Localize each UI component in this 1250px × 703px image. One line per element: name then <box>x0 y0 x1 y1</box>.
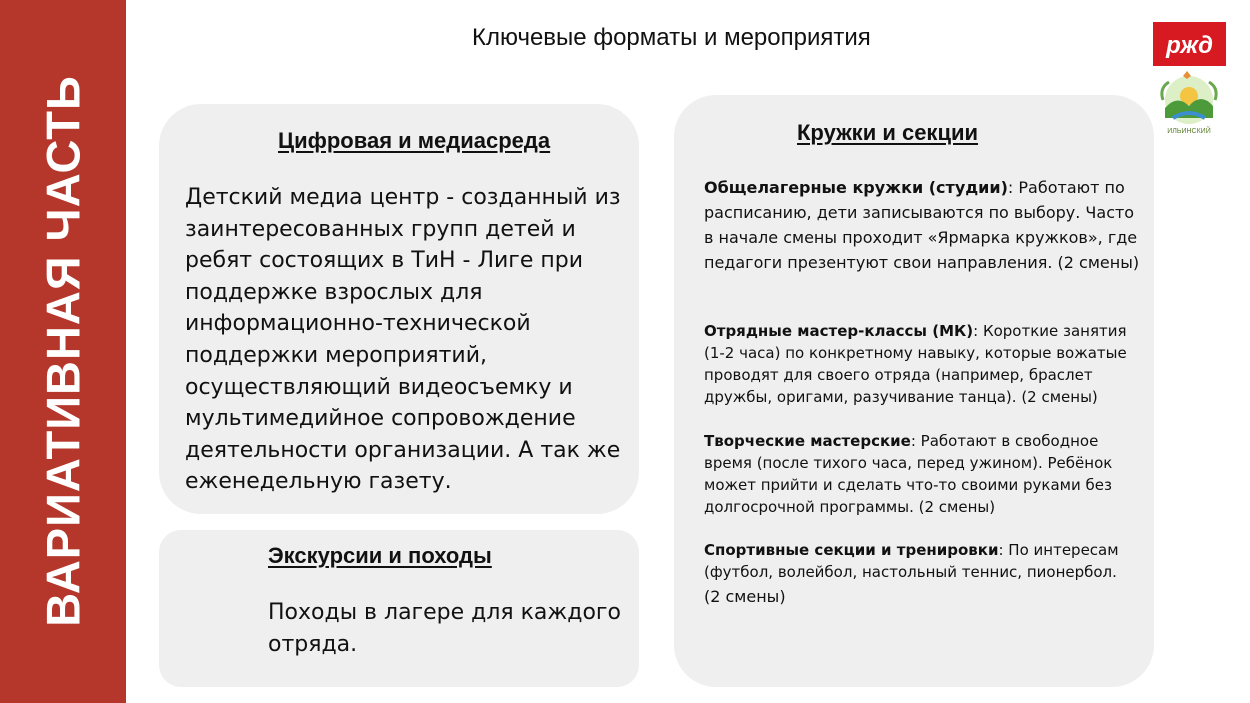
clubs-card-heading: Кружки и секции <box>797 120 979 145</box>
club-item-text: : Короткие занятия (1-2 часа) по конкретному навыку, которые вожатые проводят для своего отряда (например, браслет дружбы, оригами, разучивание танца). (2 смены) <box>704 322 1127 406</box>
club-item <box>704 175 1144 275</box>
slide-title: Ключевые форматы и мероприятия <box>472 24 871 51</box>
media-card-heading: Цифровая и медиасреда <box>278 128 551 153</box>
club-item-title: Отрядные мастер-классы (МК) <box>704 322 974 340</box>
club-item-text: : Работают по расписанию, дети записываются по выбору. Часто в начале смены проходит «Ярмарка кружков», где педагоги презентуют свои направления. (2 смены) <box>704 178 1140 272</box>
club-item-title: Творческие мастерские <box>704 432 911 450</box>
excursions-card-text: Походы в лагере для каждого отряда. <box>268 600 621 657</box>
club-item-title: Спортивные секции и тренировки <box>704 541 999 559</box>
camp-logo-caption: ИЛЬИНСКИЙ <box>1167 128 1211 135</box>
club-item-title: Общелагерные кружки (студии) <box>704 178 1008 197</box>
club-item-text: : Работают в свободное время (после тихого часа, перед ужином). Ребёнок может прийти и сделать что-то своими руками без долгосрочной программы. (2 смены) <box>704 432 1113 516</box>
club-item-text: : По интересам (футбол, волейбол, настольный теннис, пионербол. <box>704 541 1119 581</box>
section-title-vertical: ВАРИАТИВНАЯ ЧАСТЬ <box>36 75 90 627</box>
rzd-logo <box>1153 22 1226 66</box>
svg-text:ржд: ржд <box>1166 32 1213 59</box>
club-item <box>704 539 1144 611</box>
club-item-tail: (2 смены) <box>704 587 786 606</box>
excursions-card-heading: Экскурсии и походы <box>268 543 492 568</box>
club-item <box>704 320 1144 408</box>
club-item <box>704 430 1144 518</box>
camp-logo <box>1153 70 1226 138</box>
side-band <box>0 0 126 703</box>
media-card-text: Детский медиа центр - созданный из заинтересованных групп детей и ребят состоящих в ТиН - Лиге при поддержке взрослых для информационно-технической поддержки мероприятий, осуществляющий видеосъемку и мультимедийное сопровождение деятельности организации. А так же еженедельную газету. <box>185 185 621 495</box>
